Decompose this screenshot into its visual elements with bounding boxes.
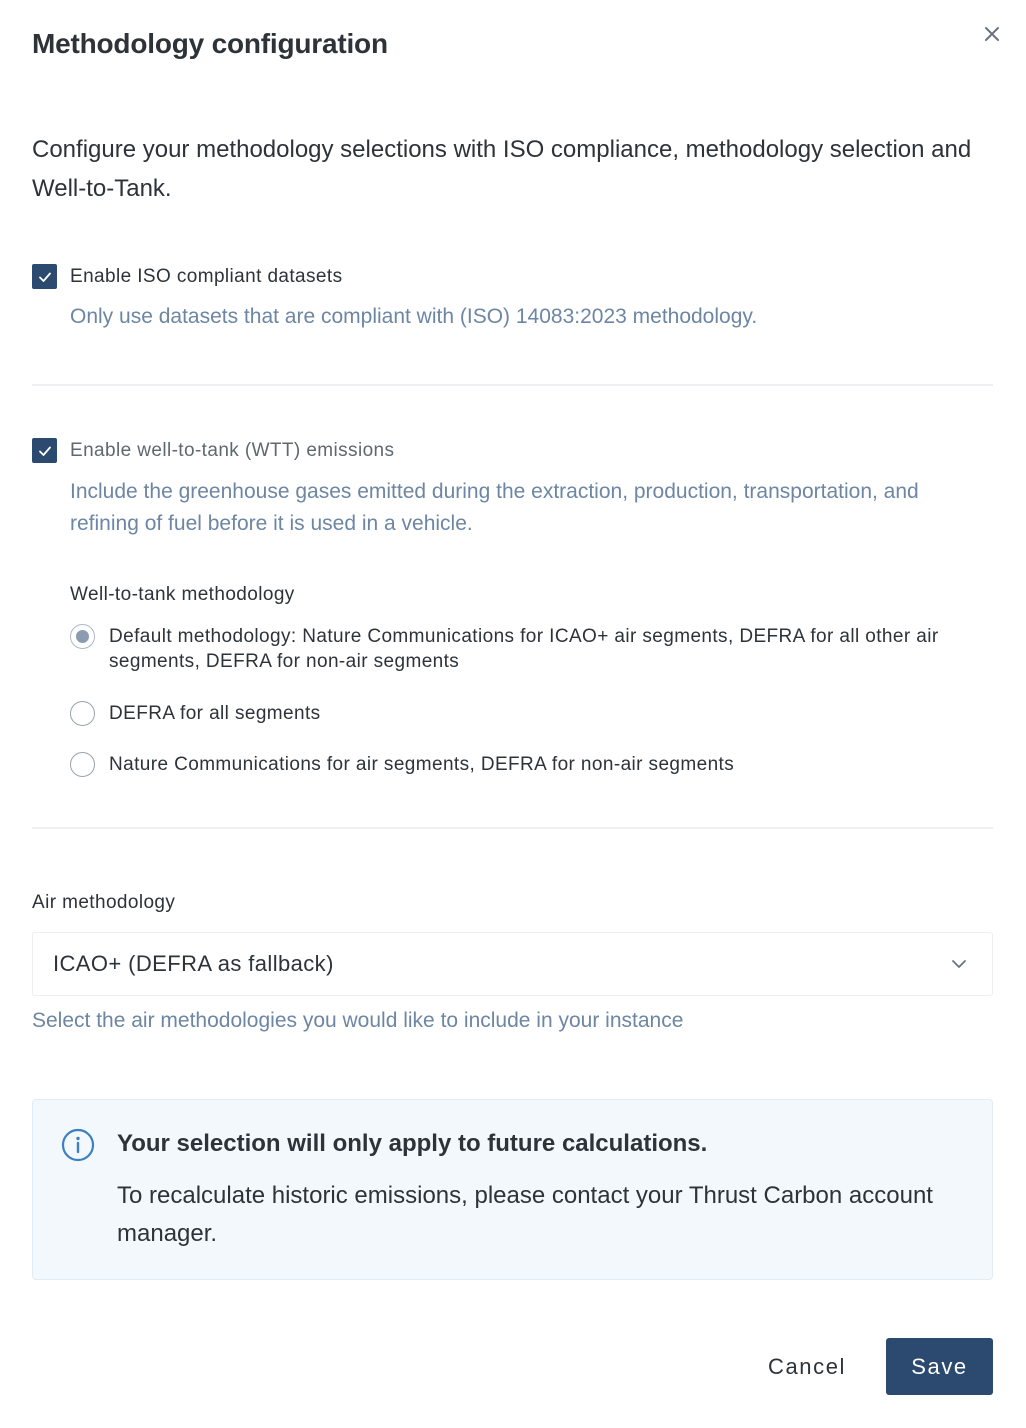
radio-defra-all[interactable] [70,701,95,726]
air-methodology-helper: Select the air methodologies you would like to include in your instance [32,1009,684,1032]
radio-label: DEFRA for all segments [109,703,321,724]
save-button[interactable]: Save [886,1338,993,1395]
chevron-down-icon [948,953,970,975]
radio-label: Default methodology: Nature Communications for ICAO+ air segments, DEFRA for all other air segments, DEFRA for non-air segments [109,626,939,672]
check-icon [37,269,53,285]
wtt-helper-text: Include the greenhouse gases emitted during the extraction, production, transportation, and refining of fuel before it is used in a vehicle. [70,480,919,535]
radio-nature-air[interactable] [70,752,95,777]
wtt-option-default[interactable] [70,624,990,674]
wtt-checkbox-row[interactable] [32,438,394,463]
wtt-option-defra-all[interactable] [70,701,990,726]
modal-intro: Configure your methodology selections with ISO compliance, methodology selection and Well-to-Tank. [32,136,972,202]
close-button[interactable] [978,20,1006,48]
info-title: Your selection will only apply to future calculations. [117,1130,708,1157]
wtt-methodology-label: Well-to-tank methodology [70,584,295,605]
iso-checkbox-label: Enable ISO compliant datasets [70,265,343,287]
air-methodology-select[interactable] [32,932,993,996]
iso-helper-text: Only use datasets that are compliant with (ISO) 14083:2023 methodology. [70,305,758,328]
close-icon [978,20,1006,48]
wtt-option-nature-air[interactable] [70,752,990,777]
section-divider [32,384,993,386]
iso-checkbox-row[interactable] [32,264,342,289]
wtt-checkbox-label: Enable well-to-tank (WTT) emissions [70,439,395,461]
cancel-button[interactable]: Cancel [744,1338,870,1395]
info-icon [61,1128,95,1162]
iso-checkbox[interactable] [32,264,57,289]
info-banner [32,1099,993,1280]
radio-default[interactable] [70,624,95,649]
modal-title: Methodology configuration [32,28,388,59]
info-text: To recalculate historic emissions, please contact your Thrust Carbon account manager. [117,1182,933,1247]
wtt-checkbox[interactable] [32,438,57,463]
check-icon [37,443,53,459]
air-methodology-label: Air methodology [32,892,176,913]
section-divider [32,827,993,829]
radio-label: Nature Communications for air segments, DEFRA for non-air segments [109,754,735,775]
air-methodology-value: ICAO+ (DEFRA as fallback) [53,951,334,976]
